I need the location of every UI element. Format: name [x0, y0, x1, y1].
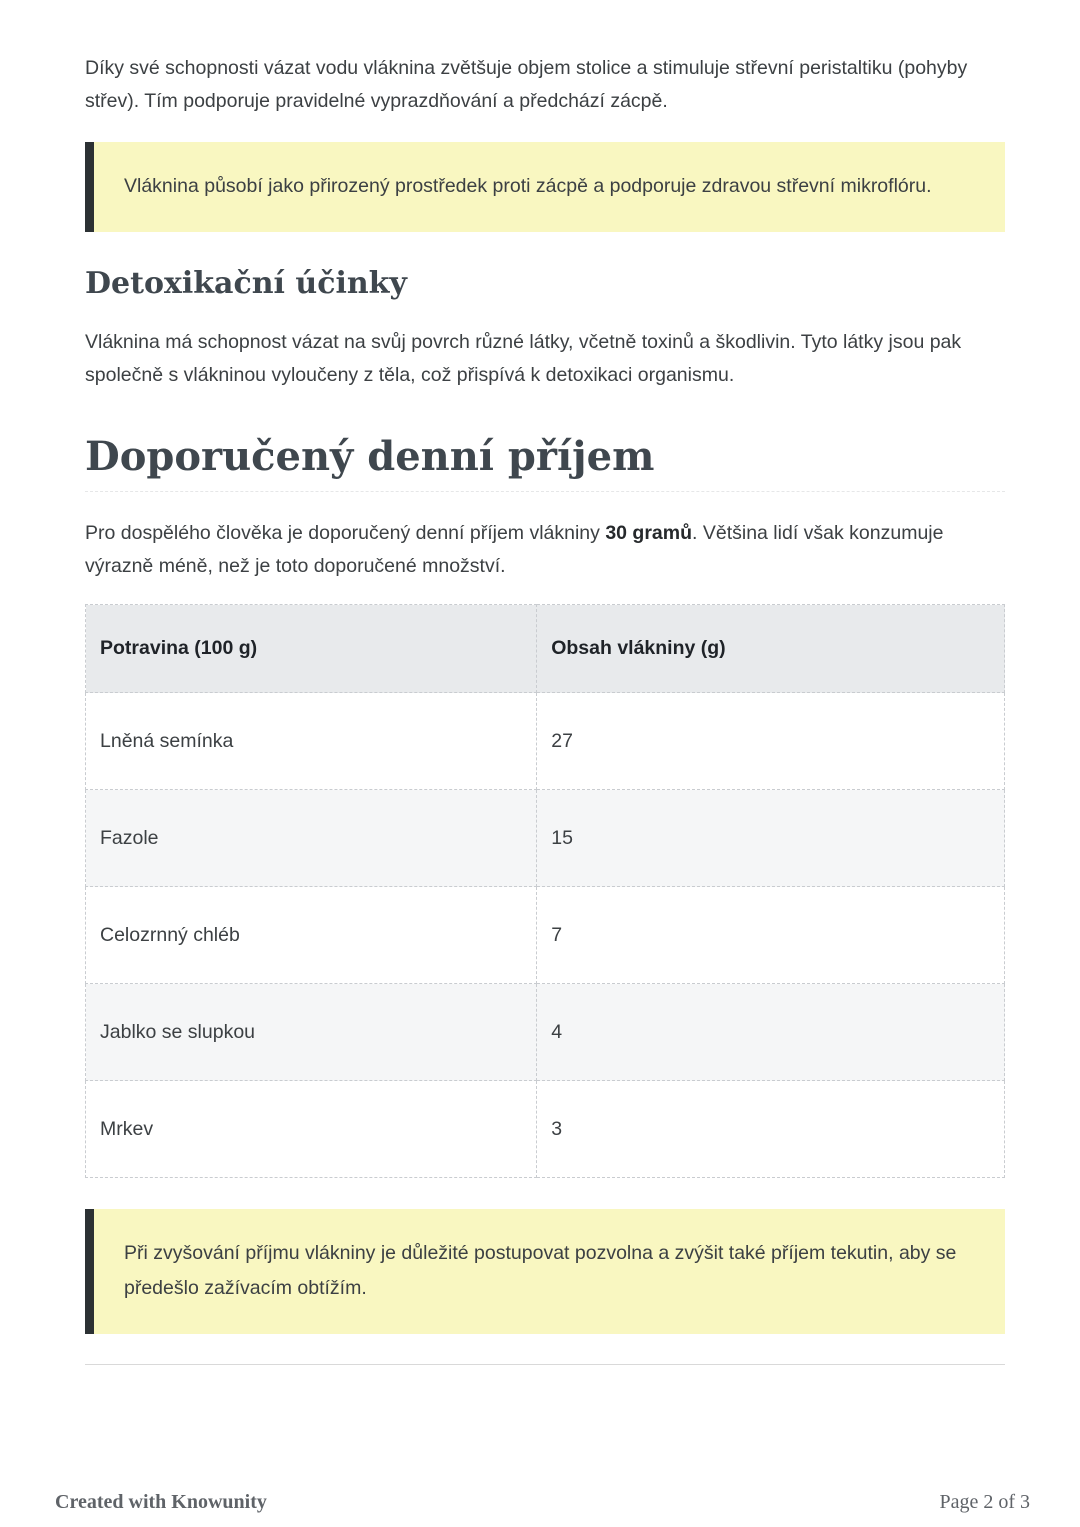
food-cell: Celozrnný chléb: [86, 887, 537, 984]
tip-callout-increase-slowly: [85, 1209, 1005, 1334]
table-header-row: [86, 605, 1005, 693]
intro-paragraph: Díky své schopnosti vázat vodu vláknina zvětšuje objem stolice a stimuluje střevní peristaltiku (pohyby střev). Tím podporuje pravidelné vyprazdňování a předchází zácpě.: [85, 57, 968, 112]
food-cell: Jablko se slupkou: [86, 984, 537, 1081]
intake-paragraph-end: . Většina lidí však konzumuje výrazně méně, než je toto doporučené množství.: [85, 522, 944, 577]
fiber-cell: 15: [537, 790, 1005, 887]
fiber-cell: 3: [537, 1081, 1005, 1178]
food-cell: Fazole: [86, 790, 537, 887]
fiber-cell: 4: [537, 984, 1005, 1081]
table-row: [86, 1081, 1005, 1178]
callout-text: Při zvyšování příjmu vlákniny je důležité postupovat pozvolna a zvýšit také příjem tekutin, aby se předešlo zažívacím obtížím.: [124, 1242, 957, 1299]
footer-page-number: Page 2 of 3: [939, 1491, 1030, 1513]
heading-daily-intake: Doporučený denní příjem: [85, 436, 1005, 492]
intake-amount-bold: 30 gramů: [605, 522, 693, 544]
tip-callout-constipation: [85, 142, 1005, 232]
detox-paragraph: Vláknina má schopnost vázat na svůj povrch různé látky, včetně toxinů a škodlivin. Tyto látky jsou pak společně s vlákninou vyloučeny z těla, což přispívá k detoxikaci organismu.: [85, 331, 962, 386]
callout-text: Vláknina působí jako přirozený prostředek proti zácpě a podporuje zdravou střevní mikroflóru.: [124, 175, 932, 197]
fiber-cell: 27: [537, 693, 1005, 790]
footer-divider: [85, 1364, 1005, 1365]
table-row: [86, 693, 1005, 790]
footer-brand: Created with Knowunity: [55, 1491, 267, 1513]
table-row: [86, 790, 1005, 887]
heading-detox-effects: Detoxikační účinky: [85, 266, 407, 301]
page-footer: [55, 1491, 1030, 1514]
intake-paragraph: [85, 517, 1005, 583]
fiber-content-table: [85, 604, 1005, 1178]
table-row: [86, 887, 1005, 984]
table-header-fiber: Obsah vlákniny (g): [537, 605, 1005, 693]
food-cell: Lněná semínka: [86, 693, 537, 790]
intake-paragraph-start: Pro dospělého člověka je doporučený denní příjem vlákniny: [85, 522, 606, 544]
table-row: [86, 984, 1005, 1081]
food-cell: Mrkev: [86, 1081, 537, 1178]
fiber-cell: 7: [537, 887, 1005, 984]
table-header-food: Potravina (100 g): [86, 605, 537, 693]
